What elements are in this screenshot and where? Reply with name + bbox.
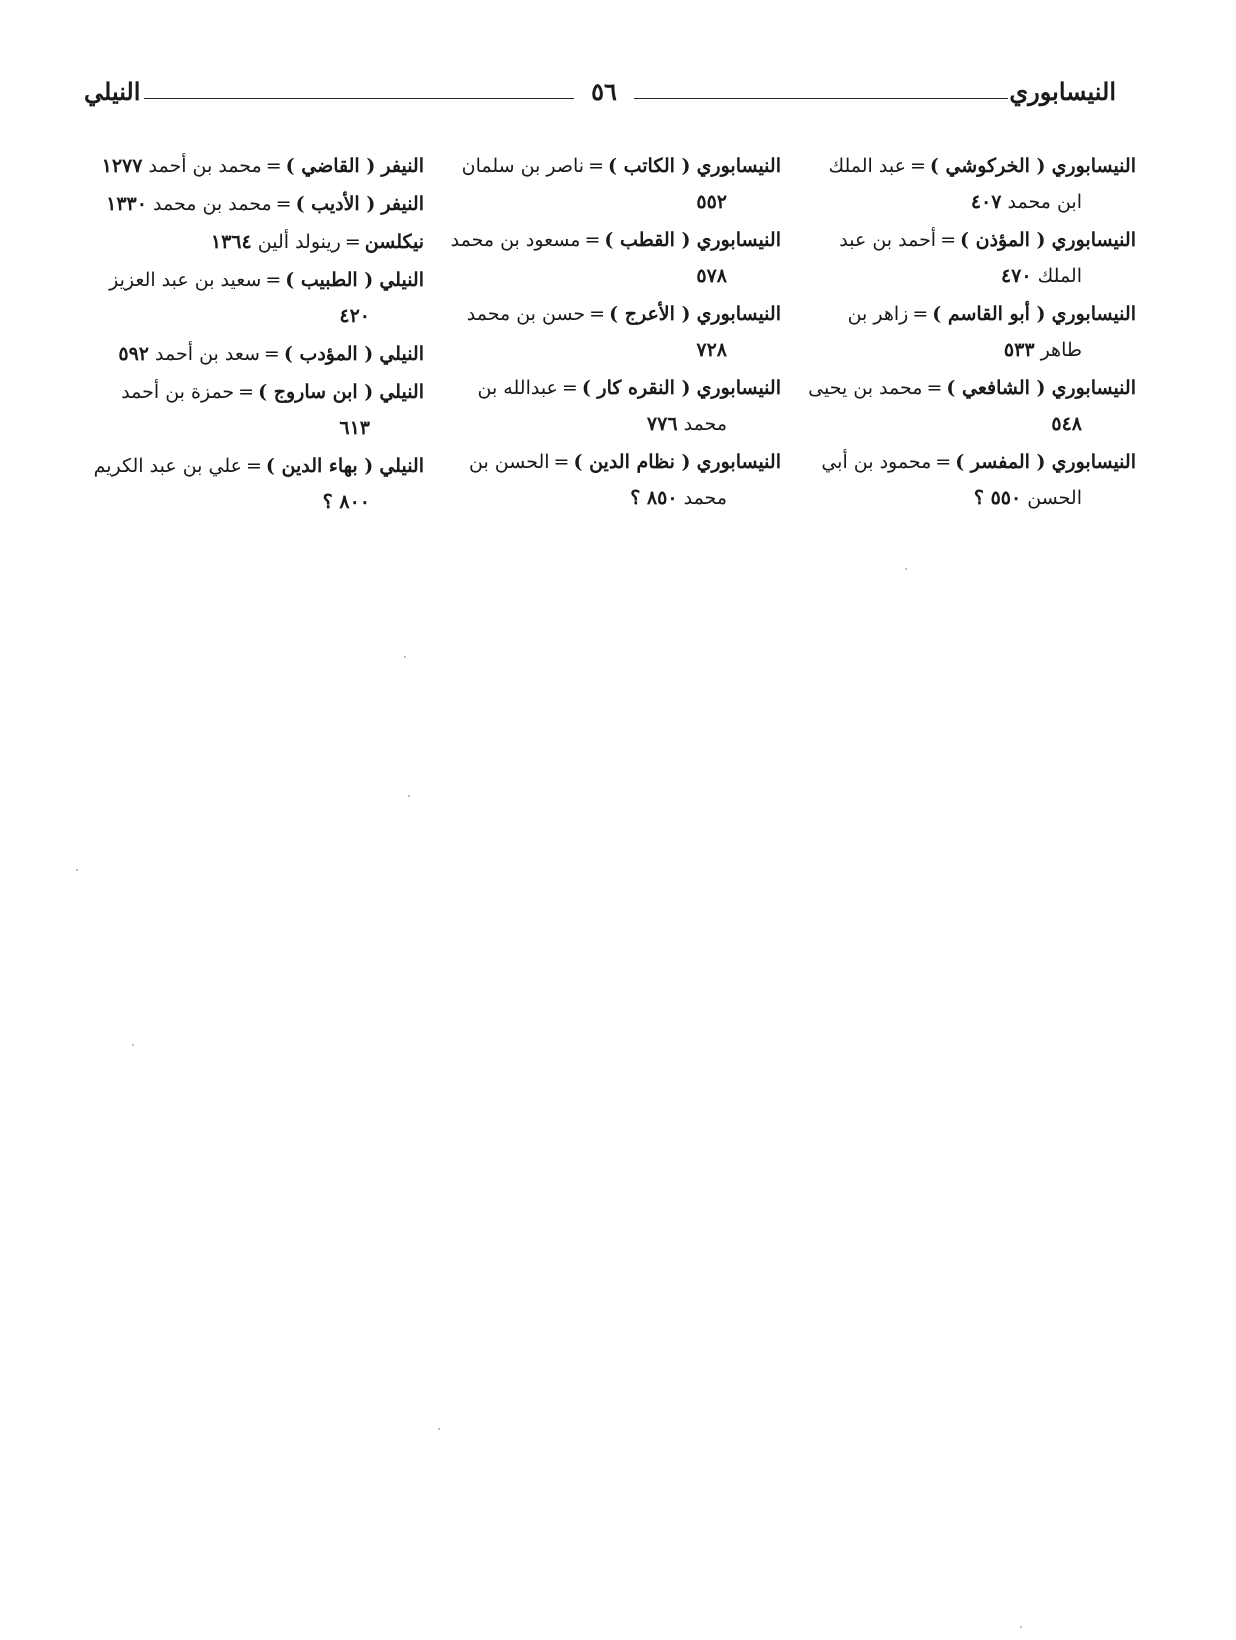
entry-surname: النيسابوري — [1051, 451, 1136, 473]
entry-name: عبد الملك — [828, 155, 906, 177]
entry-nisba: ( المؤدب ) — [283, 343, 374, 365]
entry-surname: النيلي — [379, 343, 424, 365]
entry-first-line — [816, 296, 1136, 332]
scan-speck — [132, 1044, 134, 1046]
entry-name: سعد بن أحمد — [155, 343, 260, 365]
entry-name-continued: الحسن — [1027, 487, 1082, 509]
entry-first-line — [461, 148, 781, 184]
entry-nisba: ( الأعرج ) — [609, 303, 691, 325]
entry-death-year: ٥٩٢ — [118, 343, 149, 365]
entry-first-line — [816, 222, 1136, 258]
entry-nisba: ( أبو القاسم ) — [932, 303, 1046, 325]
index-entry — [450, 222, 781, 294]
entry-first-line — [101, 148, 424, 184]
entry-death-year: ٨٥٠ ؟ — [630, 487, 678, 509]
entry-first-line — [104, 262, 424, 298]
entry-second-line — [461, 480, 781, 516]
entry-death-year: ٥٥٠ ؟ — [973, 487, 1022, 509]
entry-name: ناصر بن سلمان — [461, 155, 585, 177]
entry-surname: النيسابوري — [1051, 229, 1136, 251]
entry-second-line — [104, 410, 424, 446]
entry-first-line — [450, 222, 781, 258]
entry-first-line — [461, 296, 781, 332]
entry-first-line — [461, 444, 781, 480]
entry-first-line — [104, 224, 424, 260]
entry-second-line — [461, 332, 781, 368]
column-right — [808, 148, 1136, 518]
entry-name-continued: محمد — [683, 487, 727, 509]
entry-name: رينولد ألين — [257, 231, 341, 253]
entry-nisba: ( القطب ) — [604, 229, 691, 251]
entry-name: سعيد بن عبد العزيز — [109, 269, 262, 291]
index-entry — [816, 148, 1136, 220]
entry-nisba: ( نظام الدين ) — [573, 451, 691, 473]
entry-name: الحسن بن — [469, 451, 550, 473]
entry-death-year: ١٣٣٠ — [106, 193, 147, 215]
running-header — [84, 74, 1116, 114]
equals-sign: = — [263, 343, 280, 365]
entry-surname: النيسابوري — [1051, 303, 1136, 325]
equals-sign: = — [940, 229, 957, 251]
entry-nisba: ( الخركوشي ) — [929, 155, 1046, 177]
entry-first-line — [461, 370, 781, 406]
entry-nisba: ( المؤذن ) — [960, 229, 1046, 251]
entry-nisba: ( الشافعي ) — [946, 377, 1046, 399]
index-entry — [104, 374, 424, 446]
index-entry — [93, 448, 424, 520]
entry-first-line — [93, 448, 424, 484]
index-entry — [816, 222, 1136, 294]
equals-sign: = — [344, 231, 361, 253]
entry-surname: النيسابوري — [696, 229, 781, 251]
index-entry — [808, 370, 1136, 442]
equals-sign: = — [584, 229, 601, 251]
entry-name: زاهر بن — [847, 303, 909, 325]
entry-death-year: ٤٢٠ — [339, 305, 370, 327]
entry-name: مسعود بن محمد — [450, 229, 581, 251]
entry-second-line — [816, 332, 1136, 368]
scan-speck — [1020, 1626, 1022, 1628]
equals-sign: = — [553, 451, 570, 473]
header-rule-left — [144, 98, 574, 99]
equals-sign: = — [245, 455, 262, 477]
entry-name: أحمد بن عبد — [839, 229, 937, 251]
index-entry — [104, 186, 424, 222]
entry-surname: النيسابوري — [696, 303, 781, 325]
entry-first-line — [816, 444, 1136, 480]
entry-name: محمود بن أبي — [821, 451, 932, 473]
entry-first-line — [104, 186, 424, 222]
entry-death-year: ١٢٧٧ — [101, 155, 143, 177]
entry-name-continued: الملك — [1037, 265, 1082, 287]
entry-first-line — [104, 336, 424, 372]
entry-first-line — [104, 374, 424, 410]
equals-sign: = — [935, 451, 952, 473]
header-rule-right — [634, 98, 1008, 99]
entry-surname: النيسابوري — [696, 377, 781, 399]
entry-second-line — [104, 484, 424, 520]
entry-name-continued: طاهر — [1040, 339, 1082, 361]
scan-speck — [404, 656, 406, 658]
equals-sign: = — [275, 193, 292, 215]
entry-death-year: ١٣٦٤ — [210, 231, 252, 253]
entry-name: محمد بن محمد — [153, 193, 272, 215]
entry-surname: النيفر — [381, 155, 424, 177]
equals-sign: = — [926, 377, 943, 399]
entry-name-continued: ابن محمد — [1007, 191, 1082, 213]
scan-speck — [905, 568, 907, 570]
entry-second-line — [461, 406, 781, 442]
entry-second-line — [816, 406, 1136, 442]
entry-surname: النيلي — [379, 455, 424, 477]
entry-nisba: ( ابن ساروج ) — [258, 381, 374, 403]
entry-death-year: ٥٥٢ — [696, 191, 727, 213]
entry-name: علي بن عبد الكريم — [93, 455, 242, 477]
entry-second-line — [461, 184, 781, 220]
entry-death-year: ٦١٣ — [339, 417, 370, 439]
page-number: ٥٦ — [591, 77, 617, 106]
entry-surname: النيسابوري — [1051, 155, 1136, 177]
header-first-entry: النيسابوري — [1009, 77, 1116, 106]
index-entry — [461, 296, 781, 368]
entry-surname: النيلي — [379, 381, 424, 403]
entry-death-year: ٥٣٣ — [1003, 339, 1035, 361]
entry-death-year: ٨٠٠ ؟ — [322, 491, 370, 513]
index-entry — [461, 148, 781, 220]
entry-nisba: ( الكاتب ) — [608, 155, 691, 177]
equals-sign: = — [265, 269, 282, 291]
column-left — [93, 148, 424, 522]
entry-death-year: ٥٤٨ — [1051, 413, 1082, 435]
scan-speck — [408, 795, 410, 797]
equals-sign: = — [912, 303, 929, 325]
entry-nisba: ( الأديب ) — [295, 193, 376, 215]
index-entry — [461, 370, 781, 442]
equals-sign: = — [238, 381, 255, 403]
entry-second-line — [816, 480, 1136, 516]
index-entry — [101, 148, 424, 184]
scan-speck — [438, 1428, 440, 1430]
entry-death-year: ٧٢٨ — [696, 339, 727, 361]
entry-death-year: ٤٠٧ — [970, 191, 1002, 213]
entry-name: محمد بن أحمد — [148, 155, 262, 177]
entry-surname: النيلي — [379, 269, 424, 291]
entry-name: محمد بن يحيى — [808, 377, 923, 399]
equals-sign: = — [909, 155, 926, 177]
entry-death-year: ٤٧٠ — [1000, 265, 1032, 287]
header-last-entry: النيلي — [84, 77, 141, 106]
entry-name: حسن بن محمد — [466, 303, 586, 325]
entry-first-line — [808, 370, 1136, 406]
entry-nisba: ( الطبيب ) — [285, 269, 374, 291]
entry-name: عبدالله بن — [477, 377, 558, 399]
index-entry — [461, 444, 781, 516]
equals-sign: = — [265, 155, 282, 177]
entry-surname: النيسابوري — [696, 451, 781, 473]
index-entry — [104, 262, 424, 334]
entry-first-line — [816, 148, 1136, 184]
entry-surname: نيكلسن — [364, 231, 424, 253]
entry-second-line — [816, 258, 1136, 294]
entry-nisba: ( القاضي ) — [285, 155, 376, 177]
column-middle — [450, 148, 781, 518]
index-entry — [104, 336, 424, 372]
index-entry — [816, 296, 1136, 368]
entry-second-line — [104, 298, 424, 334]
entry-death-year: ٧٧٦ — [646, 413, 678, 435]
equals-sign: = — [588, 155, 604, 177]
scan-speck — [76, 869, 78, 871]
entry-name-continued: محمد — [683, 413, 727, 435]
entry-second-line — [816, 184, 1136, 220]
entry-nisba: ( النقره كار ) — [581, 377, 691, 399]
equals-sign: = — [589, 303, 606, 325]
entry-nisba: ( المفسر ) — [955, 451, 1046, 473]
entry-surname: النيسابوري — [696, 155, 781, 177]
index-entry — [104, 224, 424, 260]
index-entry — [816, 444, 1136, 516]
entry-name: حمزة بن أحمد — [121, 381, 235, 403]
entry-death-year: ٥٧٨ — [696, 265, 727, 287]
entry-second-line — [461, 258, 781, 294]
entry-surname: النيسابوري — [1051, 377, 1136, 399]
entry-nisba: ( بهاء الدين ) — [265, 455, 374, 477]
entry-surname: النيفر — [381, 193, 424, 215]
equals-sign: = — [561, 377, 578, 399]
